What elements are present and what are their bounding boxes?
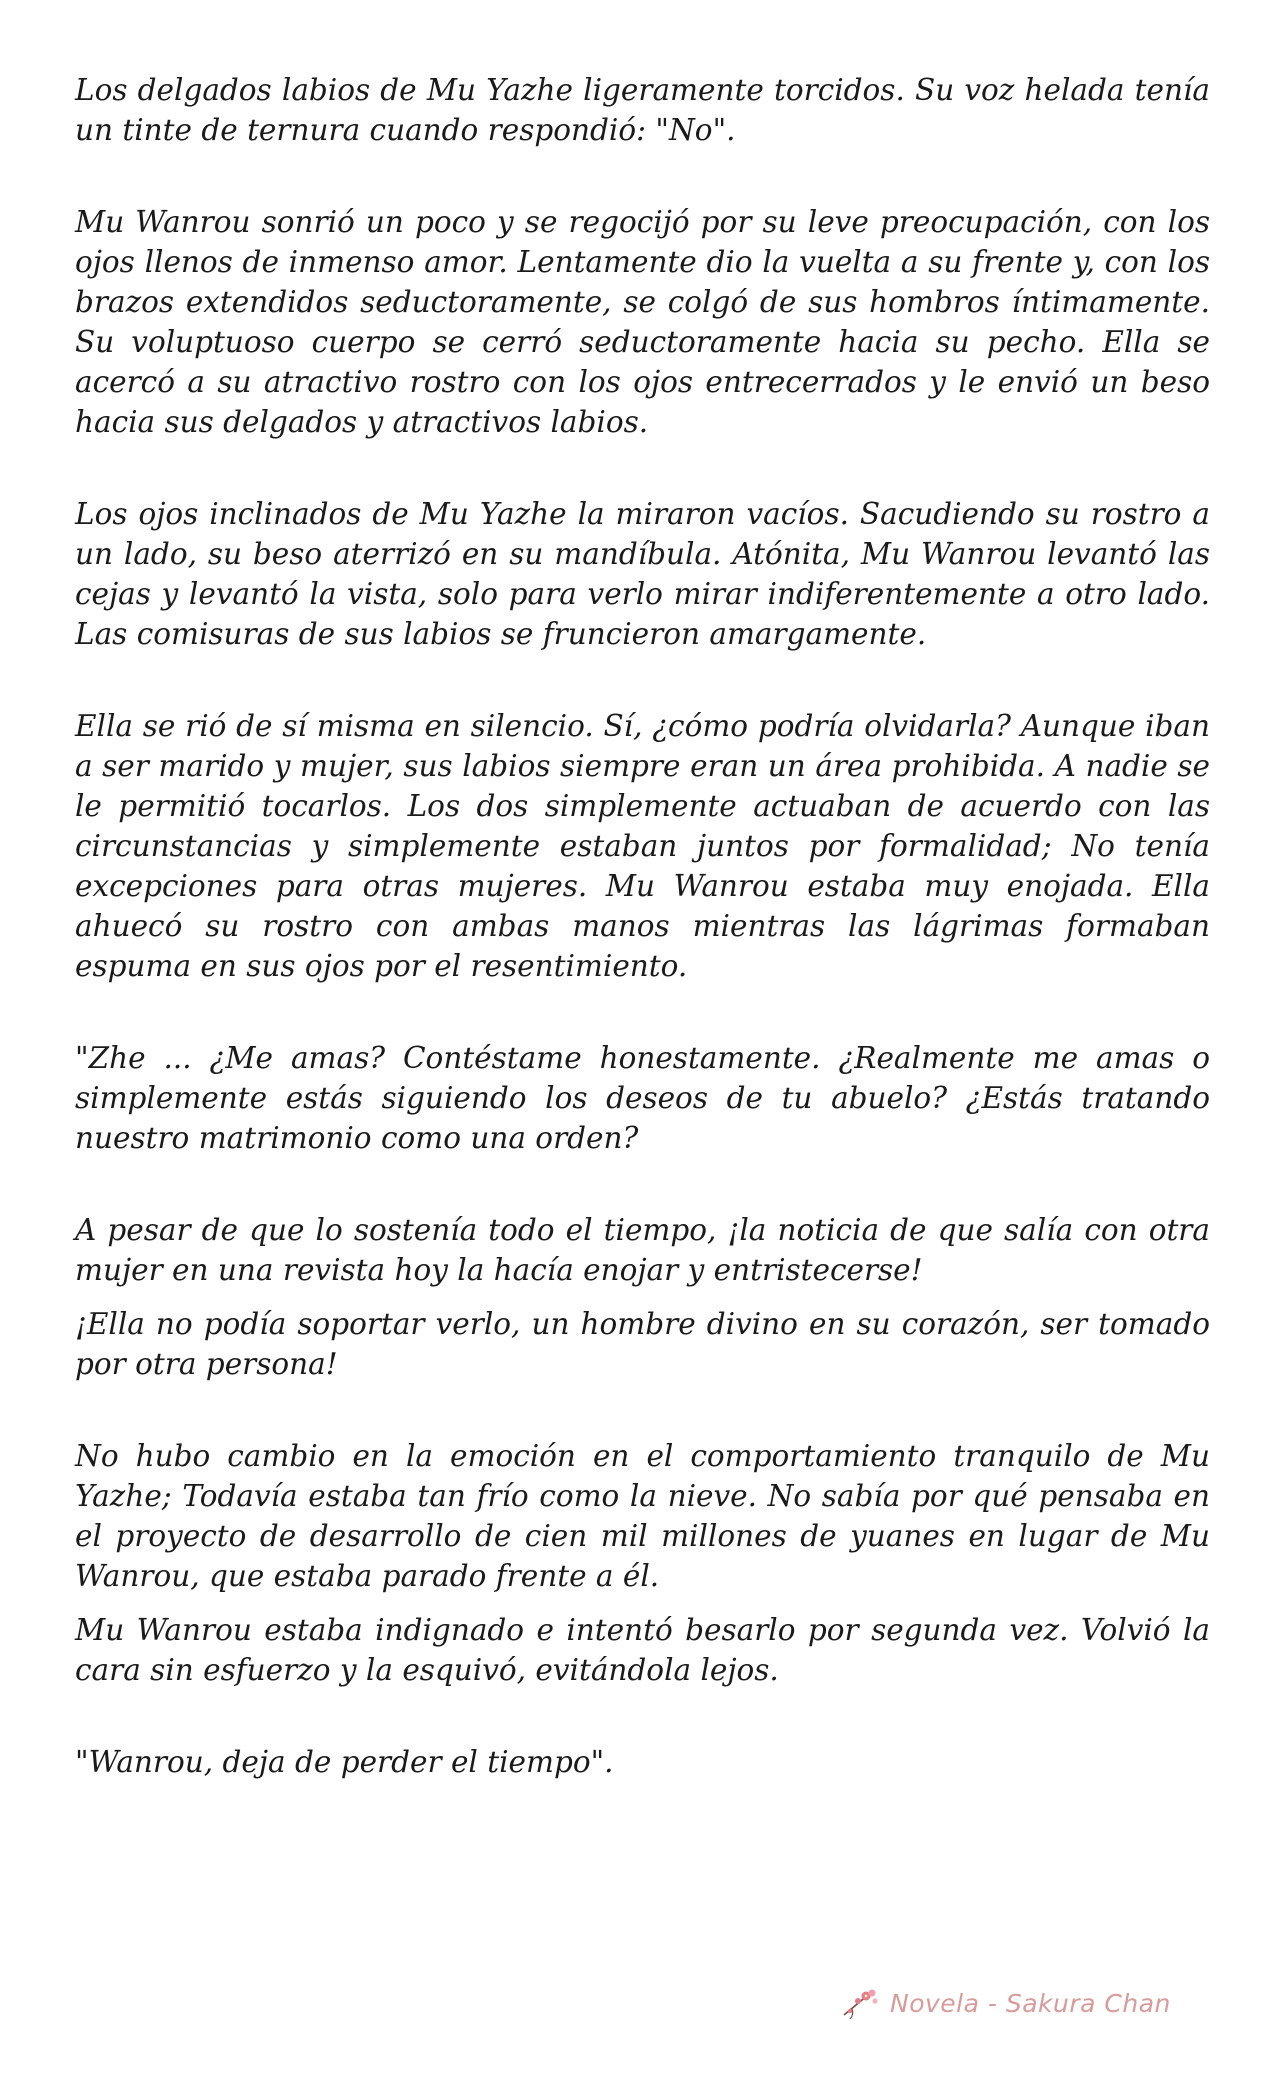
watermark-text: Novela - Sakura Chan bbox=[890, 1988, 1171, 2018]
paragraph-6: A pesar de que lo sostenía todo el tiempo, ¡la noticia de que salía con otra mujer en una revista hoy la hacía enojar y entristecerse! bbox=[75, 1213, 1210, 1287]
paragraph-2: Mu Wanrou sonrió un poco y se regocijó por su leve preocupación, con los ojos llenos de inmenso amor. Lentamente dio la vuelta a su frente y, con los brazos extendidos seductoramente, se colgó de sus hombros íntimamente. Su voluptuoso cuerpo se cerró seductoramente hacia su pecho. Ella se acercó a su atractivo rostro con los ojos entrecerrados y le envió un beso hacia sus delgados y atractivos labios. bbox=[75, 205, 1210, 439]
paragraph-5: "Zhe ... ¿Me amas? Contéstame honestamente. ¿Realmente me amas o simplemente estás siguiendo los deseos de tu abuelo? ¿Estás tratando nuestro matrimonio como una orden? bbox=[75, 1041, 1210, 1155]
paragraph-9: Mu Wanrou estaba indignado e intentó besarlo por segunda vez. Volvió la cara sin esfuerzo y la esquivó, evitándola lejos. bbox=[75, 1613, 1210, 1687]
watermark bbox=[842, 1985, 1171, 2021]
paragraph-7: ¡Ella no podía soportar verlo, un hombre divino en su corazón, ser tomado por otra persona! bbox=[75, 1307, 1210, 1381]
document-body bbox=[75, 70, 1210, 1782]
sakura-flower-icon bbox=[842, 1985, 882, 2021]
paragraph-10: "Wanrou, deja de perder el tiempo". bbox=[75, 1745, 614, 1779]
paragraph-3: Los ojos inclinados de Mu Yazhe la miraron vacíos. Sacudiendo su rostro a un lado, su beso aterrizó en su mandíbula. Atónita, Mu Wanrou levantó las cejas y levantó la vista, solo para verlo mirar indiferentemente a otro lado. Las comisuras de sus labios se fruncieron amargamente. bbox=[75, 497, 1210, 651]
paragraph-4: Ella se rió de sí misma en silencio. Sí, ¿cómo podría olvidarla? Aunque iban a ser marido y mujer, sus labios siempre eran un área prohibida. A nadie se le permitió tocarlos. Los dos simplemente actuaban de acuerdo con las circunstancias y simplemente estaban juntos por formalidad; No tenía excepciones para otras mujeres. Mu Wanrou estaba muy enojada. Ella ahuecó su rostro con ambas manos mientras las lágrimas formaban espuma en sus ojos por el resentimiento. bbox=[75, 709, 1210, 983]
paragraph-1: Los delgados labios de Mu Yazhe ligeramente torcidos. Su voz helada tenía un tinte de ternura cuando respondió: "No". bbox=[75, 73, 1210, 147]
paragraph-8: No hubo cambio en la emoción en el comportamiento tranquilo de Mu Yazhe; Todavía estaba tan frío como la nieve. No sabía por qué pensaba en el proyecto de desarrollo de cien mil millones de yuanes en lugar de Mu Wanrou, que estaba parado frente a él. bbox=[75, 1439, 1210, 1593]
